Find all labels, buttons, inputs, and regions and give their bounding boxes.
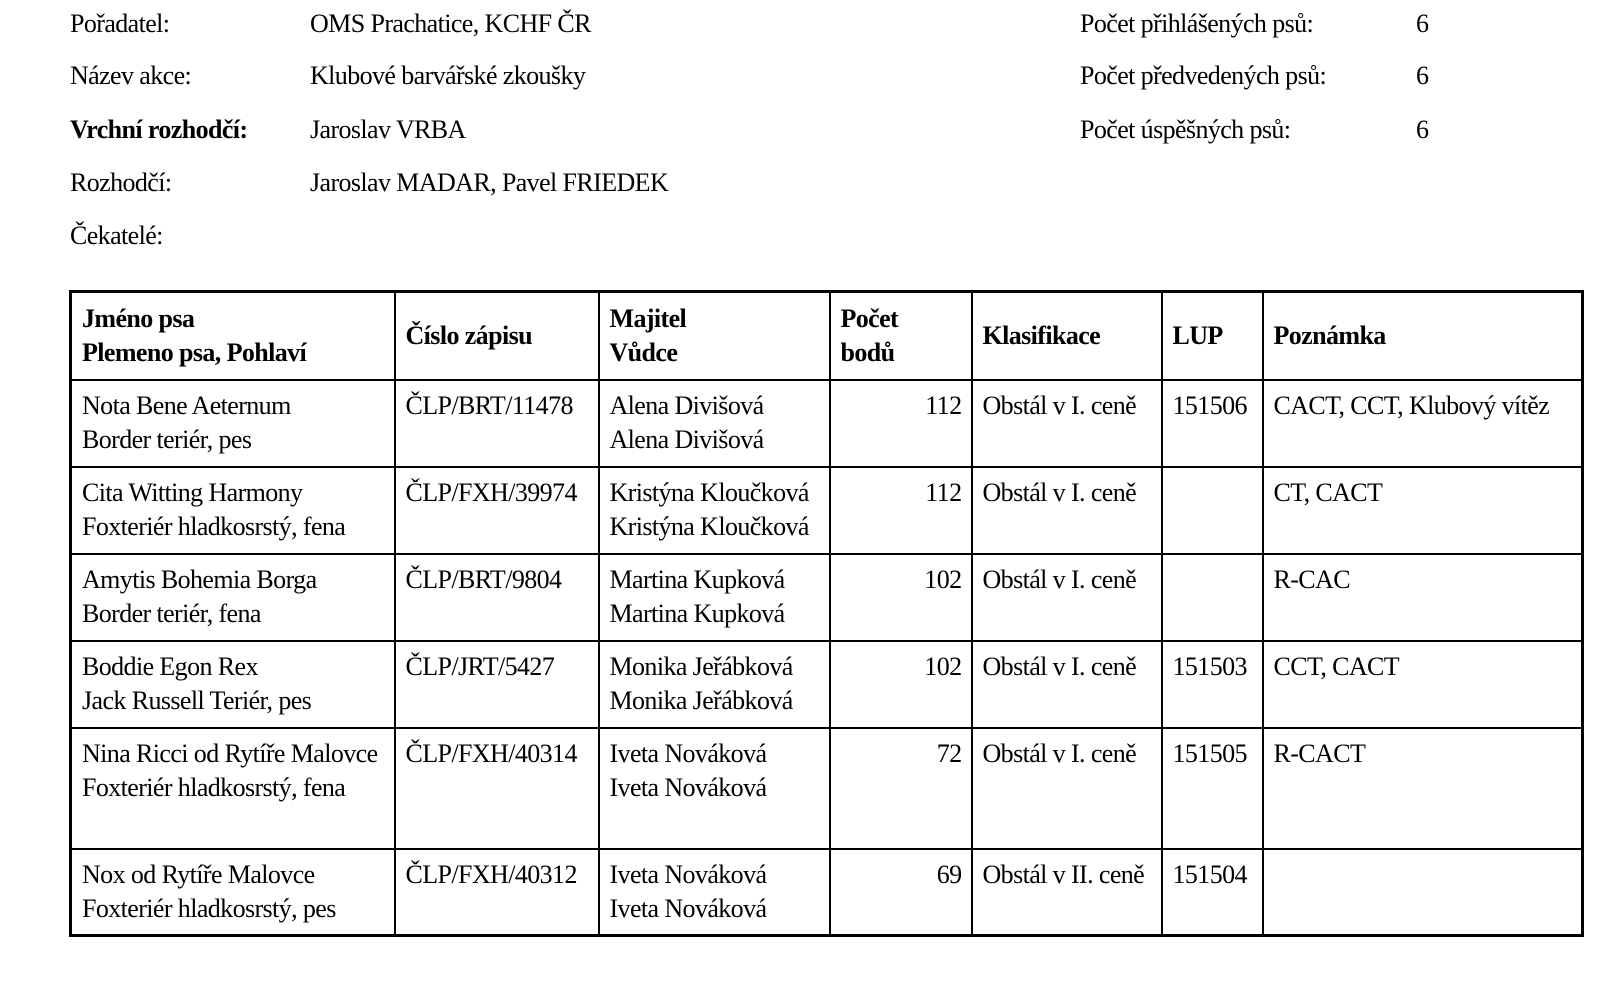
points-value: 69 [936,859,962,889]
registration-cell [395,849,599,936]
handler-name: Iveta Nováková [609,772,767,802]
handler-name: Monika Jeřábková [609,685,793,715]
classification-value: Obstál v I. ceně [982,564,1137,594]
column-header-note [1263,292,1583,380]
handler-name: Alena Divišová [609,424,764,454]
header-dog-breed: Plemeno psa, Pohlaví [82,337,307,367]
judges-label: Rozhodčí: [70,168,172,197]
header-lup-label: LUP [1172,320,1223,350]
points-cell [830,467,972,554]
owner-name: Iveta Nováková [609,738,767,768]
dog-name: Nox od Rytíře Malovce [82,859,315,889]
registration-number: ČLP/FXH/39974 [405,477,577,507]
lup-cell [1162,849,1263,936]
registered-dogs-label: Počet přihlášených psů: [1080,9,1314,38]
note-cell [1263,641,1583,728]
registration-cell [395,554,599,641]
registration-cell [395,467,599,554]
classification-value: Obstál v I. ceně [982,477,1137,507]
note-cell [1263,380,1583,467]
points-value: 112 [925,477,962,507]
owner-name: Alena Divišová [609,390,764,420]
dog-breed: Border teriér, pes [82,424,252,454]
classification-value: Obstál v I. ceně [982,390,1137,420]
owner-cell [599,641,830,728]
registered-dogs-value: 6 [1416,9,1429,38]
note-value: R-CAC [1273,564,1350,594]
dog-name: Cita Witting Harmony [82,477,303,507]
presented-dogs-value: 6 [1416,61,1429,90]
points-cell [830,554,972,641]
header-registration-label: Číslo zápisu [405,320,532,350]
lup-cell [1162,554,1263,641]
dog-cell [71,554,395,641]
classification-value: Obstál v I. ceně [982,738,1137,768]
handler-name: Martina Kupková [609,598,785,628]
registration-cell [395,380,599,467]
successful-dogs-value: 6 [1416,115,1429,144]
dog-cell [71,849,395,936]
note-cell [1263,467,1583,554]
handler-name: Kristýna Kloučková [609,511,809,541]
note-value: CACT, CCT, Klubový vítěz [1273,390,1550,420]
note-cell [1263,554,1583,641]
table-row [71,728,1583,849]
dog-name: Nina Ricci od Rytíře Malovce [82,738,378,768]
dog-breed: Foxteriér hladkosrstý, fena [82,772,346,802]
registration-number: ČLP/JRT/5427 [405,651,555,681]
lup-cell [1162,728,1263,849]
column-header-lup [1162,292,1263,380]
owner-name: Iveta Nováková [609,859,767,889]
classification-cell [972,467,1162,554]
lup-cell [1162,467,1263,554]
table-row [71,380,1583,467]
classification-value: Obstál v I. ceně [982,651,1137,681]
registration-cell [395,641,599,728]
lup-value: 151506 [1172,390,1247,420]
registration-number: ČLP/FXH/40314 [405,738,577,768]
lup-value: 151503 [1172,651,1247,681]
owner-name: Martina Kupková [609,564,785,594]
event-name-value: Klubové barvářské zkoušky [310,61,586,90]
chief-judge-value: Jaroslav VRBA [310,115,466,144]
note-cell [1263,728,1583,849]
classification-cell [972,554,1162,641]
note-value: CCT, CACT [1273,651,1400,681]
owner-cell [599,728,830,849]
points-value: 72 [936,738,962,768]
table-row [71,467,1583,554]
results-table [69,290,1584,937]
classification-cell [972,380,1162,467]
owner-cell [599,849,830,936]
organizer-value: OMS Prachatice, KCHF ČR [310,9,591,38]
lup-value: 151504 [1172,859,1247,889]
dog-cell [71,641,395,728]
column-header-registration [395,292,599,380]
lup-cell [1162,641,1263,728]
header-owner: Majitel [609,303,687,333]
dog-name: Amytis Bohemia Borga [82,564,317,594]
column-header-points [830,292,972,380]
header-note-label: Poznámka [1273,320,1386,350]
column-header-owner [599,292,830,380]
header-points-line1: Počet [840,303,899,333]
header-classification-label: Klasifikace [982,320,1101,350]
registration-cell [395,728,599,849]
note-value: CT, CACT [1273,477,1383,507]
points-cell [830,380,972,467]
lup-cell [1162,380,1263,467]
owner-cell [599,467,830,554]
successful-dogs-label: Počet úspěšných psů: [1080,115,1291,144]
header-dog-name: Jméno psa [82,303,195,333]
table-row [71,849,1583,936]
table-row [71,641,1583,728]
classification-cell [972,641,1162,728]
dog-breed: Border teriér, fena [82,598,261,628]
dog-name: Nota Bene Aeternum [82,390,291,420]
note-value: R-CACT [1273,738,1366,768]
dog-breed: Jack Russell Teriér, pes [82,685,312,715]
header-points-line2: bodů [840,337,895,367]
registration-number: ČLP/FXH/40312 [405,859,577,889]
points-cell [830,728,972,849]
dog-cell [71,467,395,554]
registration-number: ČLP/BRT/11478 [405,390,573,420]
handler-name: Iveta Nováková [609,893,767,923]
classification-cell [972,728,1162,849]
classification-value: Obstál v II. ceně [982,859,1145,889]
points-value: 102 [924,651,962,681]
dog-cell [71,728,395,849]
presented-dogs-label: Počet předvedených psů: [1080,61,1327,90]
dog-name: Boddie Egon Rex [82,651,258,681]
table-row [71,554,1583,641]
chief-judge-label: Vrchní rozhodčí: [70,115,248,144]
owner-cell [599,380,830,467]
event-name-label: Název akce: [70,61,192,90]
candidates-label: Čekatelé: [70,221,163,250]
dog-cell [71,380,395,467]
points-cell [830,849,972,936]
dog-breed: Foxteriér hladkosrstý, fena [82,511,346,541]
points-cell [830,641,972,728]
column-header-classification [972,292,1162,380]
owner-name: Kristýna Kloučková [609,477,809,507]
points-value: 102 [924,564,962,594]
points-value: 112 [925,390,962,420]
column-header-dog [71,292,395,380]
classification-cell [972,849,1162,936]
registration-number: ČLP/BRT/9804 [405,564,562,594]
table-header-row [71,292,1583,380]
organizer-label: Pořadatel: [70,9,170,38]
header-handler: Vůdce [609,337,678,367]
lup-value: 151505 [1172,738,1247,768]
owner-cell [599,554,830,641]
judges-value: Jaroslav MADAR, Pavel FRIEDEK [310,168,669,197]
owner-name: Monika Jeřábková [609,651,793,681]
note-cell [1263,849,1583,936]
dog-breed: Foxteriér hladkosrstý, pes [82,893,336,923]
